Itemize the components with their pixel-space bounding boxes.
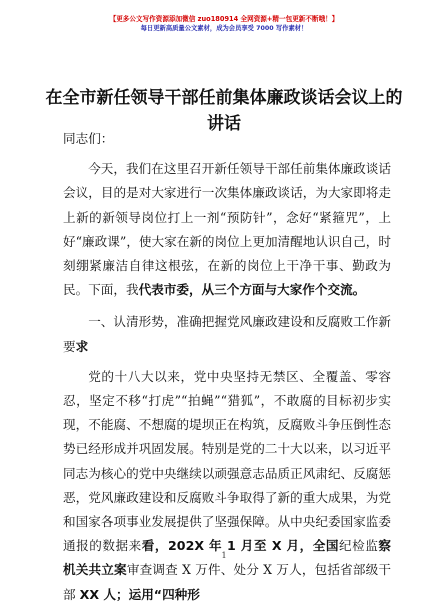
situation-bold-1: 看， [141,538,169,554]
document-title: 在全市新任领导干部任前集体廉政谈话会议上的讲话 [45,88,403,134]
greeting: 同志们： [63,131,114,146]
paragraph-situation [63,365,391,607]
section-heading-bold: 求 [75,338,89,354]
intro-bold-text: 代表市委，从三个方面与大家作个交流。 [138,282,366,298]
section-heading-1 [63,310,391,358]
paragraph-intro [63,157,391,302]
intro-text: 今天，我们在这里召开新任领导干部任前集体廉政谈话会议，目的是对大家进行一次集体廉政谈话，为大家即将走上新的新领导岗位打上一剂“预防针”，念好“紧箍咒”，上好“廉政课”，使大家在新的岗位上更加清醒地认识自己，时刻绷紧廉洁自律这根弦，在新的岗位上干净干事、勤政为民。下面，我 [63,161,391,298]
situation-plain-1: 纪检监 [339,538,379,554]
situation-bold-3: 察机关共立案 [63,538,392,578]
situation-text: 党的十八大以来，党中央坚持无禁区、全覆盖、零容忍，坚定不移“打虎”“拍蝇”“猎狐”，不敢腐的目标初步实现，不能腐、不想腐的堤坝正在构筑，反腐败斗争压倒性态势已经形成并巩固发展。特别是党的二十大以来，以习近平同志为核心的党中央继续以顽强意志品质正风肃纪、反腐惩恶，党风廉政建设和反腐败斗争取得了新的重大成果，为党和国家各项事业发展提供了坚强保障。从中央纪委国家监委通报的数据来 [63,368,391,554]
promo-line-1: 【更多公文写作资源添加微信 zuo180914 全网资源+精一包更新不断哦！】 [109,15,339,23]
situation-plain-2: 审查调查 X 万件、处分 X 万人，包括省部级干部 [63,562,392,602]
promo-line-2: 每日更新高质量公文素材，成为会员享受 7000 写作素材！ [140,25,308,32]
situation-bold-2: 202X 年 1 月至 X 月，全国 [168,538,340,554]
page-number: 1 [221,551,227,560]
section-heading-text: 一、认清形势，准确把握党风廉政建设和反腐败工作新要 [63,314,391,354]
document-body [63,127,391,607]
situation-bold-4: XX 人；运用“四种形 [79,586,200,602]
promo-banner [0,14,448,34]
